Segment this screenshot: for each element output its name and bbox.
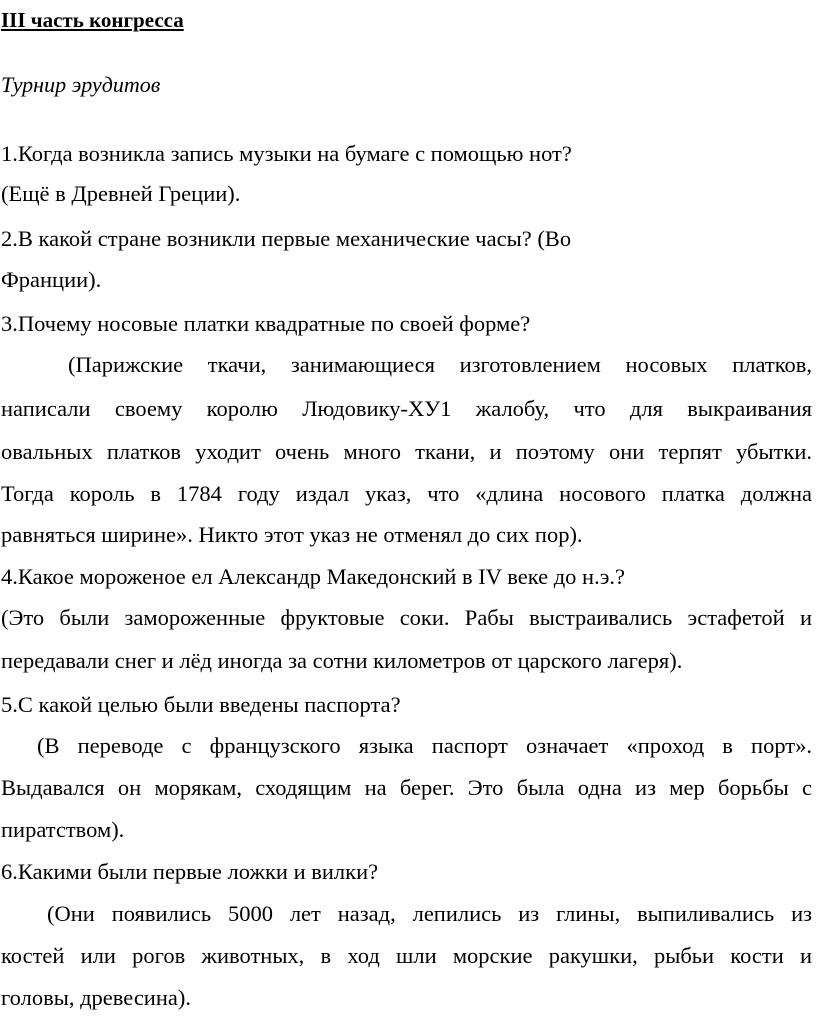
document-title: III часть конгресса [1,8,184,32]
answer-4-line-1: (Это были замороженные фруктовые соки. Рабы выстраивались эстафетой и [1,605,812,630]
answer-3-line-1: (Парижские ткачи, занимающиеся изготовлением носовых платков, [68,352,812,377]
document-subtitle: Турнир эрудитов [1,72,161,97]
answer-6-line-1: (Они появились 5000 лет назад, лепились из глины, выпиливались из [47,901,812,926]
question-5-line: 5.С какой целью были введены паспорта? [1,692,401,717]
question-4-line: 4.Какое мороженое ел Александр Македонский в IV веке до н.э.? [1,564,625,589]
answer-3-line-2: написали своему королю Людовику-ХУ1 жалобу, что для выкраивания [1,396,812,421]
answer-3-line-3: овальных платков уходит очень много ткани, и поэтому они терпят убытки. [1,439,812,464]
answer-3-line-5: равняться ширине». Никто этот указ не отменял до сих пор). [1,522,583,547]
answer-6-line-3: головы, древесина). [1,985,191,1010]
answer-5-line-3: пиратством). [1,817,125,842]
answer-6-line-2: костей или рогов животных, в ход шли морские ракушки, рыбьи кости и [1,943,812,968]
question-2-line: 2.В какой стране возникли первые механические часы? (Во [1,226,572,251]
answer-3-line-4: Тогда король в 1784 году издал указ, что «длина носового платка должна [1,481,812,506]
answer-5-line-2: Выдавался он морякам, сходящим на берег. Это была одна из мер борьбы с [1,775,812,800]
answer-1-line: (Ещё в Древней Греции). [1,181,241,206]
answer-4-line-2: передавали снег и лёд иногда за сотни километров от царского лагеря). [1,648,683,673]
answer-5-line-1: (В переводе с французского языка паспорт означает «проход в порт». [37,733,812,758]
question-3-line: 3.Почему носовые платки квадратные по своей форме? [1,311,531,336]
answer-2-line: Франции). [1,267,102,292]
question-1-line: 1.Когда возникла запись музыки на бумаге с помощью нот? [1,141,572,166]
question-6-line: 6.Какими были первые ложки и вилки? [1,859,379,884]
